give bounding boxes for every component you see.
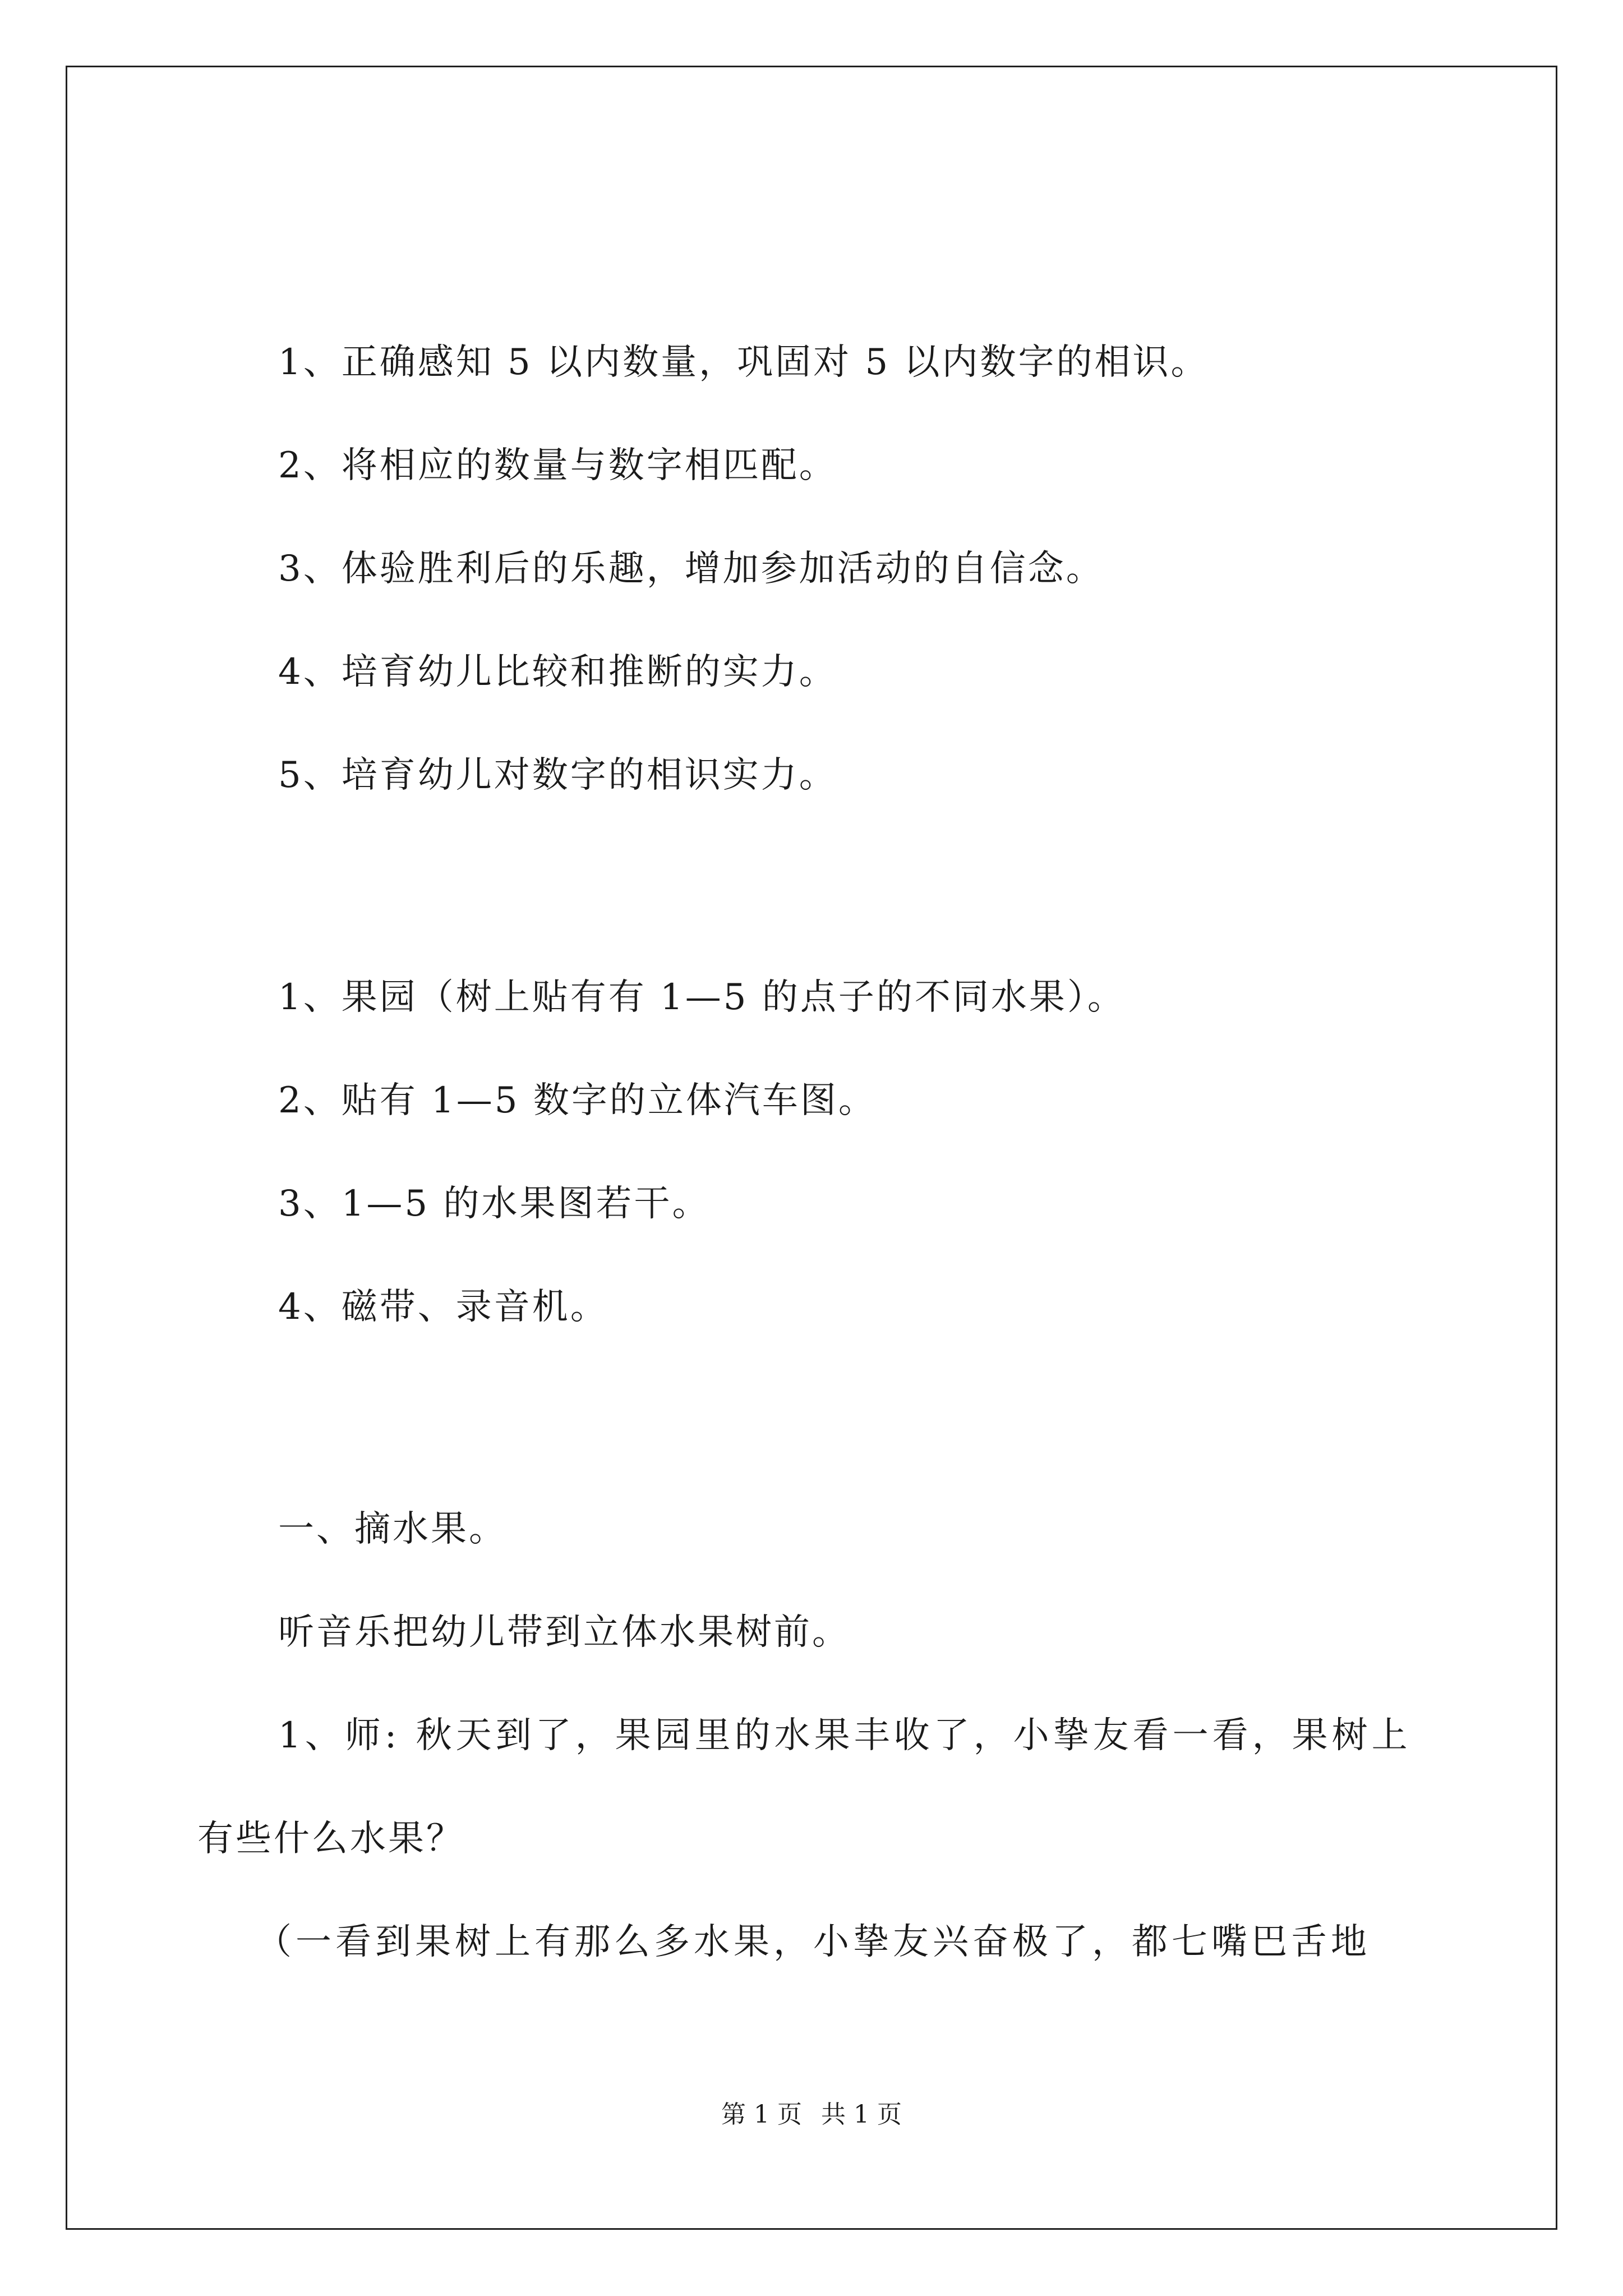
goal-4: 4、培育幼儿比较和推断的实力。 — [278, 651, 837, 693]
dialogue-line-2: 有些什么水果？ — [197, 1818, 464, 1860]
goal-5: 5、培育幼儿对数字的相识实力。 — [278, 754, 837, 796]
page-current: 第 1 页 — [721, 2100, 802, 2129]
material-4: 4、磁带、录音机。 — [278, 1286, 608, 1328]
material-3: 3、1—5 的水果图若干。 — [278, 1183, 711, 1225]
process-step-title: 一、摘水果。 — [278, 1508, 507, 1550]
goal-3: 3、体验胜利后的乐趣，增加参加活动的自信念。 — [278, 548, 1104, 590]
page-footer — [0, 2099, 1623, 2131]
process-step-intro: 听音乐把幼儿带到立体水果树前。 — [278, 1612, 850, 1653]
page-border — [66, 66, 1557, 2230]
dialogue-line-1: 1、师: 秋天到了，果园里的水果丰收了，小挚友看一看，果树上 — [278, 1715, 1412, 1756]
goal-1: 1、正确感知 5 以内数量，巩固对 5 以内数字的相识。 — [278, 342, 1209, 383]
material-2: 2、贴有 1—5 数字的立体汽车图。 — [278, 1080, 877, 1121]
paren-line: （一看到果树上有那么多水果，小挚友兴奋极了，都七嘴巴舌地 — [256, 1921, 1371, 1963]
page-total: 共 1 页 — [821, 2100, 902, 2129]
material-1: 1、果园（树上贴有有 1—5 的点子的不同水果）。 — [278, 977, 1126, 1018]
goal-2: 2、将相应的数量与数字相匹配。 — [278, 445, 837, 486]
